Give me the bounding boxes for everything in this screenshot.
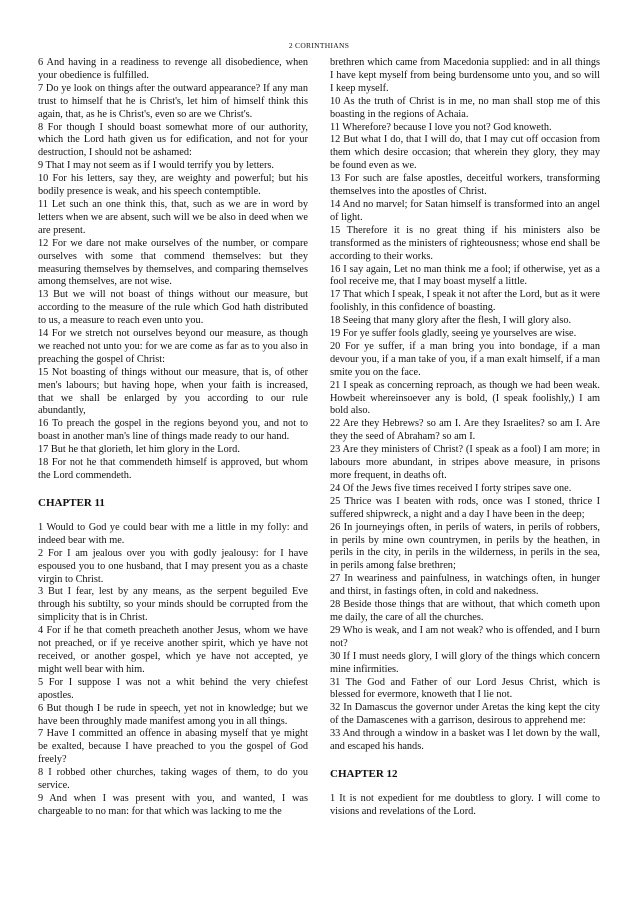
verse-paragraph: 6 And having in a readiness to revenge all disobedience, when your obedience is fulfilled. <box>38 57 308 81</box>
verse-paragraph: 16 I say again, Let no man think me a fool; if otherwise, yet as a fool receive me, that I may boast myself a little. <box>330 263 600 288</box>
verse-paragraph: 33 And through a window in a basket was I let down by the wall, and escaped his hands. <box>330 728 600 753</box>
verse-paragraph: 19 For ye suffer fools gladly, seeing ye yourselves are wise. <box>330 328 577 340</box>
verse-paragraph: 14 For we stretch not ourselves beyond our measure, as though we reached not unto you: for we are come as far as to you also in preaching the gospel of Christ: <box>38 328 308 365</box>
verse-paragraph: 9 And when I was present with you, and wanted, I was chargeable to no man: for that which was lacking to me the <box>38 792 308 817</box>
verse-paragraph: 28 Beside those things that are without, that which cometh upon me daily, the care of all the churches. <box>330 599 600 623</box>
verse-paragraph: 18 Seeing that many glory after the flesh, I will glory also. <box>330 315 572 327</box>
verse-paragraph: 3 But I fear, lest by any means, as the serpent beguiled Eve through his subtilty, so your minds should be corrupted from the simplicity that is in Christ. <box>38 586 308 624</box>
left-column <box>38 57 308 819</box>
verse-paragraph: brethren which came from Macedonia supplied: and in all things I have kept myself from being burdensome unto you, and so will I keep myself. <box>330 57 600 94</box>
verse-paragraph: 10 For his letters, say they, are weighty and powerful; but his bodily presence is weak, and his speech contemptible. <box>38 173 308 198</box>
verse-paragraph: 4 For if he that cometh preacheth another Jesus, whom we have not preached, or if ye receive another spirit, which ye have not received, or another gospel, which ye have not accepted, ye might well bear with him. <box>38 625 308 675</box>
verse-paragraph: 14 And no marvel; for Satan himself is transformed into an angel of light. <box>330 198 600 223</box>
verse-paragraph: 15 Not boasting of things without our measure, that is, of other men's labours; but having hope, when your faith is increased, that we shall be enlarged by you according to our rule abundantly, <box>38 366 308 417</box>
verse-paragraph: 16 To preach the gospel in the regions beyond you, and not to boast in another man's line of things made ready to our hand. <box>38 418 308 443</box>
verse-paragraph: 18 For not he that commendeth himself is approved, but whom the Lord commendeth. <box>38 457 308 481</box>
verse-paragraph: 8 For though I should boast somewhat more of our authority, which the Lord hath given us for edification, and not for your destruction, I should not be ashamed: <box>38 121 308 159</box>
verse-paragraph: 26 In journeyings often, in perils of waters, in perils of robbers, in perils by mine own countrymen, in perils by the heathen, in perils in the city, in perils in the wilderness, in perils in the sea, in perils among false brethren; <box>330 521 600 572</box>
verse-paragraph: 12 For we dare not make ourselves of the number, or compare ourselves with some that commend themselves: but they measuring themselves by themselves, and comparing themselves among themselves, are not wise. <box>38 237 308 288</box>
verse-paragraph: 30 If I must needs glory, I will glory of the things which concern mine infirmities. <box>330 650 600 675</box>
verse-paragraph: 21 I speak as concerning reproach, as though we had been weak. Howbeit whereinsoever any is bold, (I speak foolishly,) I am bold also. <box>330 379 600 417</box>
verse-paragraph: 31 The God and Father of our Lord Jesus Christ, which is blessed for evermore, knoweth that I lie not. <box>330 676 600 701</box>
verse-paragraph: 7 Have I committed an offence in abasing myself that ye might be exalted, because I have preached to you the gospel of God freely? <box>38 728 308 766</box>
verse-paragraph: 23 Are they ministers of Christ? (I speak as a fool) I am more; in labours more abundant, in stripes above measure, in prisons more frequent, in deaths oft. <box>330 444 600 481</box>
verse-paragraph: 1 Would to God ye could bear with me a little in my folly: and indeed bear with me. <box>38 521 308 546</box>
verse-paragraph: 13 For such are false apostles, deceitful workers, transforming themselves into the apostles of Christ. <box>330 173 600 198</box>
verse-paragraph: 22 Are they Hebrews? so am I. Are they Israelites? so am I. Are they the seed of Abraham? so am I. <box>330 418 600 443</box>
chapter-heading: CHAPTER 12 <box>330 767 398 780</box>
verse-paragraph: 24 Of the Jews five times received I forty stripes save one. <box>330 482 572 494</box>
verse-paragraph: 32 In Damascus the governor under Aretas the king kept the city of the Damascenes with a garrison, desirous to apprehend me: <box>330 702 600 727</box>
verse-paragraph: 29 Who is weak, and I am not weak? who is offended, and I burn not? <box>330 624 600 649</box>
chapter-heading: CHAPTER 11 <box>38 496 105 509</box>
verse-paragraph: 11 Let such an one think this, that, such as we are in word by letters when we are absent, such will we be also in deed when we are present. <box>38 198 308 236</box>
verse-paragraph: 9 That I may not seem as if I would terrify you by letters. <box>38 160 275 172</box>
verse-paragraph: 8 I robbed other churches, taking wages of them, to do you service. <box>38 767 308 792</box>
verse-paragraph: 10 As the truth of Christ is in me, no man shall stop me of this boasting in the regions of Achaia. <box>330 95 600 120</box>
verse-paragraph: 25 Thrice was I beaten with rods, once was I stoned, thrice I suffered shipwreck, a night and a day I have been in the deep; <box>330 495 600 520</box>
verse-paragraph: 27 In weariness and painfulness, in watchings often, in hunger and thirst, in fastings often, in cold and nakedness. <box>330 573 600 598</box>
verse-paragraph: 17 But he that glorieth, let him glory in the Lord. <box>38 444 240 456</box>
verse-paragraph: 2 For I am jealous over you with godly jealousy: for I have espoused you to one husband, that I may present you as a chaste virgin to Christ. <box>38 547 308 585</box>
verse-paragraph: 13 But we will not boast of things without our measure, but according to the measure of the rule which God hath distributed to us, a measure to reach even unto you. <box>38 289 308 327</box>
verse-paragraph: 15 Therefore it is no great thing if his ministers also be transformed as the ministers of righteousness; whose end shall be according to their works. <box>330 224 600 262</box>
verse-paragraph: 6 But though I be rude in speech, yet not in knowledge; but we have been throughly made manifest among you in all things. <box>38 702 308 727</box>
verse-paragraph: 5 For I suppose I was not a whit behind the very chiefest apostles. <box>38 676 308 701</box>
verse-paragraph: 11 Wherefore? because I love you not? God knoweth. <box>330 121 552 133</box>
verse-paragraph: 7 Do ye look on things after the outward appearance? If any man trust to himself that he is Christ's, let him of himself think this again, that, as he is Christ's, even so are we Christ's. <box>38 82 308 120</box>
running-head: 2 CORINTHIANS <box>288 41 350 50</box>
right-column <box>330 57 600 819</box>
verse-paragraph: 12 But what I do, that I will do, that I may cut off occasion from them which desire occasion; that wherein they glory, they may be found even as we. <box>330 134 600 172</box>
verse-paragraph: 17 That which I speak, I speak it not after the Lord, but as it were foolishly, in this confidence of boasting. <box>330 289 600 314</box>
verse-paragraph: 20 For ye suffer, if a man bring you into bondage, if a man devour you, if a man take of you, if a man exalt himself, if a man smite you on the face. <box>330 340 600 378</box>
verse-paragraph: 1 It is not expedient for me doubtless to glory. I will come to visions and revelations of the Lord. <box>330 792 600 817</box>
